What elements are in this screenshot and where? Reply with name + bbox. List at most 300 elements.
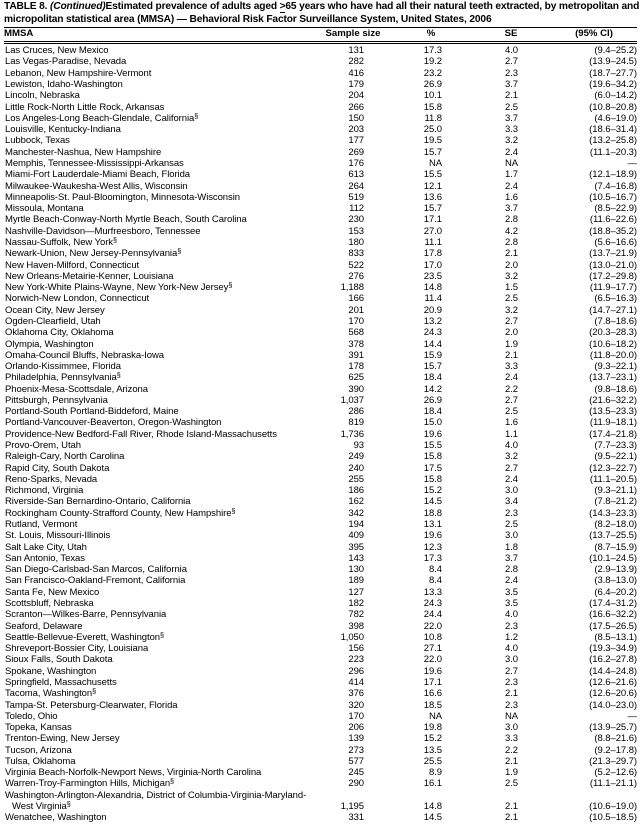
cell-ci: (14.4–24.8) [589,665,637,677]
cell-mmsa-label: Ogden-Clearfield, Utah [5,315,101,327]
cell-mmsa [4,395,320,406]
cell-mmsa [4,598,320,609]
cell-n: 153 [348,225,364,237]
cell-n: 414 [348,676,364,688]
cell-mmsa-label: Las Vegas-Paradise, Nevada [5,56,127,68]
cell-mmsa [4,372,320,383]
table-row [4,203,637,214]
table-row [4,722,637,733]
cell-ci: (11.1–20.5) [589,473,637,485]
cell-pct: 19.8 [423,722,442,734]
table-row [4,417,637,428]
cell-mmsa [4,158,320,169]
cell-se: 2.1 [505,801,518,813]
cell-mmsa-label: Providence-New Bedford-Fall River, Rhode Island-Massachusetts [5,428,277,440]
cell-pct: 14.8 [423,801,442,813]
cell-ci: (11.9–18.1) [589,417,637,429]
cell-pct: 18.5 [423,699,442,711]
cell-mmsa [4,68,320,79]
cell-n: 127 [348,586,364,598]
cell-mmsa [4,316,320,327]
cell-pct: 22.0 [423,620,442,632]
cell-pct: 17.5 [423,462,442,474]
cell-se: 2.8 [505,236,518,248]
cell-ci: (14.7–27.1) [589,304,637,316]
table-row [4,113,637,124]
cell-n: 166 [348,293,364,305]
cell-ci: (14.3–23.3) [589,507,637,519]
footnote-symbol: § [116,370,121,380]
cell-se: 2.0 [505,259,518,271]
cell-mmsa-label: Olympia, Washington [5,338,94,350]
cell-pct: 24.3 [423,597,442,609]
cell-mmsa [4,226,320,237]
cell-ci: (9.3–22.1) [594,361,637,373]
cell-mmsa-label: Topeka, Kansas [5,722,72,734]
cell-ci: (12.6–21.6) [589,676,637,688]
cell-mmsa [4,756,320,767]
cell-ci: (19.3–34.9) [589,643,637,655]
cell-n: 182 [348,597,364,609]
table-row [4,745,637,756]
cell-se: 3.5 [505,586,518,598]
table-row [4,485,637,496]
cell-mmsa [4,587,320,598]
cell-pct: 19.6 [423,665,442,677]
cell-ci: (9.8–18.6) [594,383,637,395]
cell-n: 320 [348,699,364,711]
cell-ci: (11.9–17.7) [589,282,637,294]
cell-ci: (13.9–24.5) [589,56,637,68]
table-row [4,632,637,643]
cell-mmsa [4,90,320,101]
cell-mmsa [4,102,320,113]
cell-mmsa-label: San Diego-Carlsbad-San Marcos, California [5,564,187,576]
cell-mmsa-label: Richmond, Virginia [5,485,84,497]
table-row [4,90,637,101]
table-body [4,45,637,823]
cell-ci: (17.4–21.8) [589,428,637,440]
cell-se: 2.7 [505,462,518,474]
cell-n: 93 [353,440,364,452]
cell-se: 2.5 [505,778,518,790]
cell-mmsa-label: Trenton-Ewing, New Jersey [5,733,120,745]
header-double-rule [4,41,637,44]
cell-ci: (10.6–19.0) [589,801,637,813]
cell-pct: 15.8 [423,451,442,463]
cell-n: 577 [348,755,364,767]
cell-mmsa-label: San Francisco-Oakland-Fremont, California [5,575,186,587]
cell-n: 112 [349,203,364,215]
cell-n: 156 [348,643,364,655]
cell-mmsa [4,700,320,711]
cell-mmsa-label: Scottsbluff, Nebraska [5,597,94,609]
cell-se: 2.4 [505,180,518,192]
cell-n: 245 [348,767,364,779]
cell-mmsa [4,417,320,428]
cell-pct: 20.9 [423,304,442,316]
cell-mmsa [4,643,320,654]
cell-mmsa [4,350,320,361]
cell-pct: 12.1 [423,180,442,192]
cell-pct: 10.1 [423,90,442,102]
table-row [4,260,637,271]
cell-se: 1.9 [505,767,518,779]
cell-se: 2.2 [505,383,518,395]
cell-ci: (13.2–25.8) [589,135,637,147]
table-header [4,28,637,41]
cell-pct: 15.0 [423,417,442,429]
table-row [4,79,637,90]
cell-ci: (21.6–32.2) [589,394,637,406]
cell-pct: 13.3 [423,586,442,598]
cell-se: 1.9 [505,338,518,350]
table-row [4,237,637,248]
cell-ci: (8.8–21.6) [594,733,637,745]
cell-mmsa [4,135,320,146]
cell-pct: 13.2 [423,315,442,327]
cell-mmsa-label: Philadelphia, Pennsylvania [5,372,117,384]
cell-mmsa-label: Pittsburgh, Pennsylvania [5,394,108,406]
cell-n: 255 [348,473,364,485]
cell-mmsa-label: Rutland, Vermont [5,519,78,530]
cell-se: 4.0 [505,609,518,621]
table-row [4,68,637,79]
cell-ci: (10.5–16.7) [589,191,637,203]
cell-ci: (13.7–21.9) [589,248,637,260]
table-row [4,767,637,778]
cell-se: 2.7 [505,315,518,327]
cell-mmsa [4,632,320,643]
cell-ci: (9.2–17.8) [594,744,637,756]
cell-se: 3.2 [505,304,518,316]
cell-mmsa [4,361,320,372]
column-header-se: SE [504,28,518,40]
column-header-ci: (95% CI) [575,28,613,40]
cell-mmsa [4,406,320,417]
cell-mmsa [4,293,320,304]
cell-pct: 27.0 [423,225,442,237]
table-row [4,688,637,699]
cell-mmsa-continued [4,801,320,812]
cell-n: 416 [348,67,364,79]
cell-pct: 25.0 [423,124,442,136]
cell-n: 378 [348,338,364,350]
cell-se: NA [504,158,518,169]
cell-pct: 18.8 [423,507,442,519]
cell-se: 1.5 [505,282,518,294]
footnote-symbol: § [66,799,71,809]
cell-se: 2.4 [505,146,518,158]
cell-se: 3.5 [505,597,518,609]
cell-mmsa-label: Norwich-New London, Connecticut [5,293,150,305]
cell-se: 2.7 [505,665,518,677]
cell-se: 2.3 [505,507,518,519]
cell-se: 4.0 [505,643,518,655]
cell-ci: (5.6–16.6) [594,236,637,248]
cell-pct: 8.4 [429,575,442,587]
cell-se: 2.1 [505,90,518,102]
table-row [4,192,637,203]
cell-mmsa-label: New Orleans-Metairie-Kenner, Louisiana [5,270,174,282]
cell-se: 3.0 [505,530,518,542]
cell-n: 178 [348,361,364,373]
cell-se: 3.7 [505,203,518,215]
cell-se: 3.0 [505,654,518,666]
cell-pct: 25.5 [423,755,442,767]
cell-mmsa [4,553,320,564]
table-row [4,778,637,789]
cell-mmsa [4,339,320,350]
table-row [4,45,637,56]
cell-se: 3.3 [505,361,518,373]
cell-mmsa [4,203,320,214]
cell-pct: 15.5 [423,440,442,452]
cell-mmsa-label: Memphis, Tennessee-Mississippi-Arkansas [5,158,184,169]
table-row [4,621,637,632]
cell-mmsa-label: Louisville, Kentucky-Indiana [5,124,121,136]
cell-n: 230 [348,214,364,226]
cell-ci: (6.0–14.2) [594,90,637,102]
cell-mmsa-label: Lubbock, Texas [5,135,70,147]
cell-ci: (17.2–29.8) [589,270,637,282]
cell-n: 266 [348,101,364,113]
cell-pct: 16.1 [423,778,442,790]
table-row [4,733,637,744]
table-row [4,293,637,304]
table-row [4,700,637,711]
cell-se: 2.8 [505,564,518,576]
cell-mmsa [4,733,320,744]
cell-n [320,790,392,801]
cell-se: 2.4 [505,473,518,485]
cell-pct: 19.5 [423,135,442,147]
cell-n: 150 [348,112,364,124]
cell-n: 176 [348,158,364,169]
cell-mmsa-label: Nashville-Davidson—Murfreesboro, Tennessee [5,225,201,237]
cell-n: 296 [348,665,364,677]
table-row [4,812,637,823]
cell-ci: (18.6–31.4) [589,124,637,136]
cell-n: 201 [348,304,364,316]
cell-mmsa [4,677,320,688]
cell-pct: 14.5 [423,496,442,508]
cell-mmsa-label: Newark-Union, New Jersey-Pennsylvania [5,248,178,260]
cell-mmsa [4,474,320,485]
cell-mmsa-label: Tacoma, Washington [5,688,93,700]
table-row [4,158,637,169]
cell-mmsa [4,564,320,575]
cell-n: 1,037 [340,394,364,406]
prevalence-table [4,28,637,41]
cell-mmsa [4,778,320,789]
cell-pct: 14.4 [423,338,442,350]
cell-pct: 27.1 [423,643,442,655]
cell-ci: (13.7–23.1) [589,372,637,384]
cell-mmsa-label: Sioux Falls, South Dakota [5,654,113,666]
cell-se: 3.0 [505,485,518,497]
cell-pct: 15.7 [423,146,442,158]
cell-ci: (7.7–23.3) [594,440,637,452]
cell-mmsa-label: Little Rock-North Little Rock, Arkansas [5,101,165,113]
footnote-symbol: § [112,235,117,245]
cell-mmsa [4,654,320,665]
cell-pct: 15.8 [423,101,442,113]
cell-se: 2.1 [505,349,518,361]
cell-mmsa [4,271,320,282]
cell-mmsa-label: Toledo, Ohio [5,710,58,722]
cell-pct: 14.5 [423,812,442,824]
table-row [4,429,637,440]
cell-pct: NA [428,158,442,169]
cell-se: 4.2 [505,225,518,237]
cell-ci: (10.8–20.8) [589,101,637,113]
cell-mmsa-label: San Antonio, Texas [5,552,85,564]
cell-mmsa [4,169,320,180]
cell-se: 2.3 [505,620,518,632]
table-row [4,169,637,180]
table-row [4,248,637,259]
cell-pct: 18.4 [423,372,442,384]
cell-ci: (7.8–21.2) [594,496,637,508]
table-row [4,666,637,677]
cell-n: 1,195 [340,801,364,813]
table-row [4,406,637,417]
table-row [4,609,637,620]
cell-mmsa-label: Scranton—Wilkes-Barre, Pennsylvania [5,609,167,621]
cell-mmsa: Washington-Arlington-Alexandria, District of Columbia-Virginia-Maryland- [5,789,307,801]
cell-mmsa [4,45,320,56]
cell-pct: 13.1 [423,519,442,530]
cell-se: 3.0 [505,722,518,734]
cell-mmsa-label: Warren-Troy-Farmington Hills, Michigan [5,778,171,790]
cell-se: 3.4 [505,496,518,508]
cell-mmsa [4,56,320,67]
cell-ci [554,790,637,801]
table-row [4,181,637,192]
cell-n: 1,050 [340,631,364,643]
cell-ci: (8.2–18.0) [594,519,637,530]
cell-mmsa-label: St. Louis, Missouri-Illinois [5,530,111,542]
cell-mmsa-label: Milwaukee-Waukesha-West Allis, Wisconsin [5,180,188,192]
table-row [4,214,637,225]
cell-n: 264 [348,180,364,192]
table-row [4,372,637,383]
cell-n: 131 [348,45,364,57]
cell-se: 2.7 [505,56,518,68]
table-row [4,440,637,451]
cell-n: 409 [348,530,364,542]
cell-mmsa-label: Phoenix-Mesa-Scottsdale, Arizona [5,383,148,395]
cell-ci: (11.8–20.0) [589,349,637,361]
cell-pct: 13.5 [423,744,442,756]
cell-ci: (12.3–22.7) [589,462,637,474]
title-text-part2: 65 years who have had all their natural teeth extracted, by metropolitan and micropolitan statistical area (MMSA) — Behavioral Risk Factor Surveillance System, United States, 2006 [4,1,640,25]
cell-mmsa-label: Oklahoma City, Oklahoma [5,327,114,339]
cell-ci: (8.7–15.9) [594,541,637,553]
cell-pct: 22.0 [423,654,442,666]
cell-pct: NA [428,710,442,722]
header-row [4,28,637,41]
cell-n: 1,188 [340,282,364,294]
cell-ci: (7.4–16.8) [594,180,637,192]
table-title [4,0,641,26]
cell-n: 342 [348,507,364,519]
table-number: TABLE 8. [4,1,48,12]
table-row [4,282,637,293]
footnote-symbol: § [92,686,97,696]
cell-se: 4.0 [505,440,518,452]
cell-pct: 17.1 [423,214,442,226]
table-row [4,350,637,361]
cell-mmsa [4,113,320,124]
cell-pct: 15.7 [423,203,442,215]
cell-mmsa [4,181,320,192]
cell-pct: 18.4 [423,406,442,418]
cell-se: 2.8 [505,214,518,226]
cell-mmsa-label: Rapid City, South Dakota [5,462,110,474]
cell-ci: (2.9–13.9) [594,564,637,576]
cell-se: NA [504,710,518,722]
table-row [4,564,637,575]
cell-n: 376 [348,688,364,700]
cell-n: 290 [348,778,364,790]
table-row [4,643,637,654]
cell-se: 2.2 [505,744,518,756]
cell-ci: (9.5–22.1) [594,451,637,463]
cell-ci: (3.8–13.0) [594,575,637,587]
cell-pct: 17.8 [423,248,442,260]
cell-ci: (17.4–31.2) [589,597,637,609]
table-row [4,147,637,158]
cell-ci: (18.8–35.2) [589,225,637,237]
table-row [4,102,637,113]
cell-n: 186 [348,485,364,497]
cell-mmsa-label: Spokane, Washington [5,665,97,677]
cell-mmsa-label: Wenatchee, Washington [5,812,107,824]
cell-pct: 24.4 [423,609,442,621]
cell-mmsa [4,812,320,823]
cell-mmsa [4,237,320,248]
column-header-percent: % [426,28,436,40]
cell-pct: 19.2 [423,56,442,68]
cell-se: 1.6 [505,191,518,203]
cell-ci: (21.3–29.7) [589,755,637,767]
cell-se [472,790,554,801]
cell-ci: (17.5–26.5) [589,620,637,632]
cell-pct: 15.8 [423,473,442,485]
cell-ci: (18.7–27.7) [589,67,637,79]
cell-mmsa-label: Riverside-San Bernardino-Ontario, California [5,496,191,508]
cell-mmsa-label: Omaha-Council Bluffs, Nebraska-Iowa [5,349,164,361]
cell-ci: (16.6–32.2) [589,609,637,621]
cell-pct: 10.8 [423,631,442,643]
cell-ci: (8.5–22.9) [594,203,637,215]
table-row [4,587,637,598]
cell-n: 139 [348,733,364,745]
cell-ci: (4.6–19.0) [594,112,637,124]
cell-pct: 13.6 [423,191,442,203]
cell-pct: 26.9 [423,394,442,406]
cell-pct: 17.0 [423,259,442,271]
cell-mmsa [4,147,320,158]
cell-mmsa-label: Raleigh-Cary, North Carolina [5,451,125,463]
cell-n: 276 [348,270,364,282]
cell-pct: 23.5 [423,270,442,282]
cell-mmsa [4,722,320,733]
table-row [4,677,637,688]
cell-ci: (19.6–34.2) [589,79,637,91]
